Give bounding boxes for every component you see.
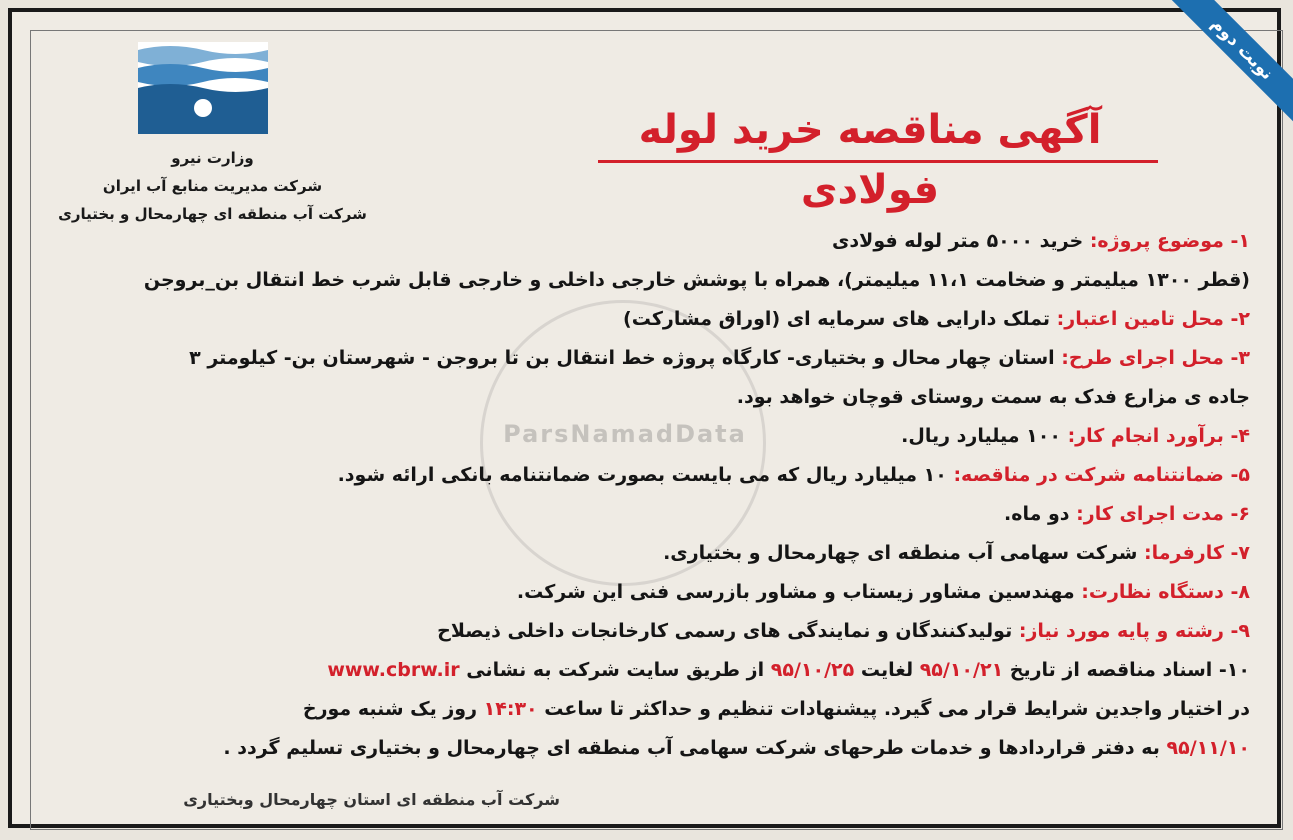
item-10-cont xyxy=(40,690,1250,729)
item-label: ۶- مدت اجرای کار: xyxy=(1076,503,1250,525)
item-label: ۲- محل تامین اعتبار: xyxy=(1056,308,1250,330)
item-1-cont xyxy=(40,261,1250,300)
org-line-company: شرکت مدیریت منابع آب ایران xyxy=(102,177,323,195)
page-title: آگهی مناقصه خرید لوله فولادی xyxy=(638,107,1102,213)
item-text: مهندسین مشاور زیستاب و مشاور بازرسی فنی این شرکت. xyxy=(516,581,1082,603)
footer-signature: شرکت آب منطقه ای استان چهارمحال وبختیاری xyxy=(183,790,560,809)
item-text: شرکت سهامی آب منطقه ای چهارمحال و بختیاری. xyxy=(663,542,1144,564)
corner-ribbon xyxy=(1158,0,1293,135)
tender-body xyxy=(40,222,1250,768)
item-text: ۱۰۰ میلیارد ریال. xyxy=(901,425,1068,447)
item-label: ۹- رشته و پایه مورد نیاز: xyxy=(1018,620,1250,642)
item-1 xyxy=(40,222,1250,261)
item10-deadline: ۹۵/۱۱/۱۰ xyxy=(1166,737,1250,759)
item-label: ۵- ضمانتنامه شرکت در مناقصه: xyxy=(953,464,1250,486)
item10-line2a: در اختیار واجدین شرایط قرار می گیرد. پیشنهادات تنظیم و حداکثر تا ساعت xyxy=(537,698,1250,720)
item-10 xyxy=(40,651,1250,690)
item10-time: ۱۴:۳۰ xyxy=(483,698,538,720)
org-line-ministry: وزارت نیرو xyxy=(171,149,254,167)
item-2 xyxy=(40,300,1250,339)
item10-after: از طریق سایت شرکت به نشانی xyxy=(459,659,771,681)
item-5 xyxy=(40,456,1250,495)
item-label: ۳- محل اجرای طرح: xyxy=(1061,347,1250,369)
item10-date-from: ۹۵/۱۰/۲۱ xyxy=(919,659,1004,681)
ribbon-label: نوبت دوم xyxy=(1164,0,1293,127)
item-7 xyxy=(40,534,1250,573)
item-10-cont2 xyxy=(40,729,1250,768)
item10-date-to: ۹۵/۱۰/۲۵ xyxy=(770,659,855,681)
item-8 xyxy=(40,573,1250,612)
water-waves-logo-icon xyxy=(138,42,268,134)
title-underline xyxy=(598,160,1158,163)
item-3 xyxy=(40,339,1250,378)
item10-prefix: ۱۰- اسناد مناقصه از تاریخ xyxy=(1003,659,1250,681)
item10-line3: به دفتر قراردادها و خدمات طرحهای شرکت سهامی آب منطقه ای چهارمحال و بختیاری تسلیم گردد . xyxy=(223,737,1167,759)
item-label: ۴- برآورد انجام کار: xyxy=(1067,425,1250,447)
item-label: ۷- کارفرما: xyxy=(1144,542,1250,564)
item10-line2b: روز یک شنبه مورخ xyxy=(302,698,484,720)
item-text: (قطر ۱۳۰۰ میلیمتر و ضخامت ۱۱،۱ میلیمتر)، همراه با پوشش خارجی داخلی و خارجی قابل شرب خط انتقال بن_بروجن xyxy=(143,269,1250,291)
website-link[interactable]: www.cbrw.ir xyxy=(327,659,460,681)
item-4 xyxy=(40,417,1250,456)
item-text: جاده ی مزارع فدک به سمت روستای قوچان خواهد بود. xyxy=(736,386,1250,408)
item-6 xyxy=(40,495,1250,534)
item10-mid: لغایت xyxy=(854,659,920,681)
org-line-regional: شرکت آب منطقه ای چهارمحال و بختیاری xyxy=(58,205,367,223)
item-text: ۱۰ میلیارد ریال که می بایست بصورت ضمانتنامه بانکی ارائه شود. xyxy=(337,464,954,486)
item-text: خرید ۵۰۰۰ متر لوله فولادی xyxy=(832,230,1090,252)
item-9 xyxy=(40,612,1250,651)
item-text: استان چهار محال و بختیاری- کارگاه پروژه خط انتقال بن تا بروجن - شهرستان بن- کیلومتر ۳ xyxy=(189,347,1062,369)
watermark-text: ParsNamadData xyxy=(503,420,747,448)
organization-block xyxy=(40,144,385,228)
item-text: تولیدکنندگان و نمایندگی های رسمی کارخانجات داخلی ذیصلاح xyxy=(437,620,1019,642)
item-text: تملک دارایی های سرمایه ای (اوراق مشارکت) xyxy=(623,308,1057,330)
item-text: دو ماه. xyxy=(1004,503,1077,525)
item-label: ۱- موضوع پروژه: xyxy=(1089,230,1250,252)
item-3-cont xyxy=(40,378,1250,417)
item-label: ۸- دستگاه نظارت: xyxy=(1081,581,1250,603)
